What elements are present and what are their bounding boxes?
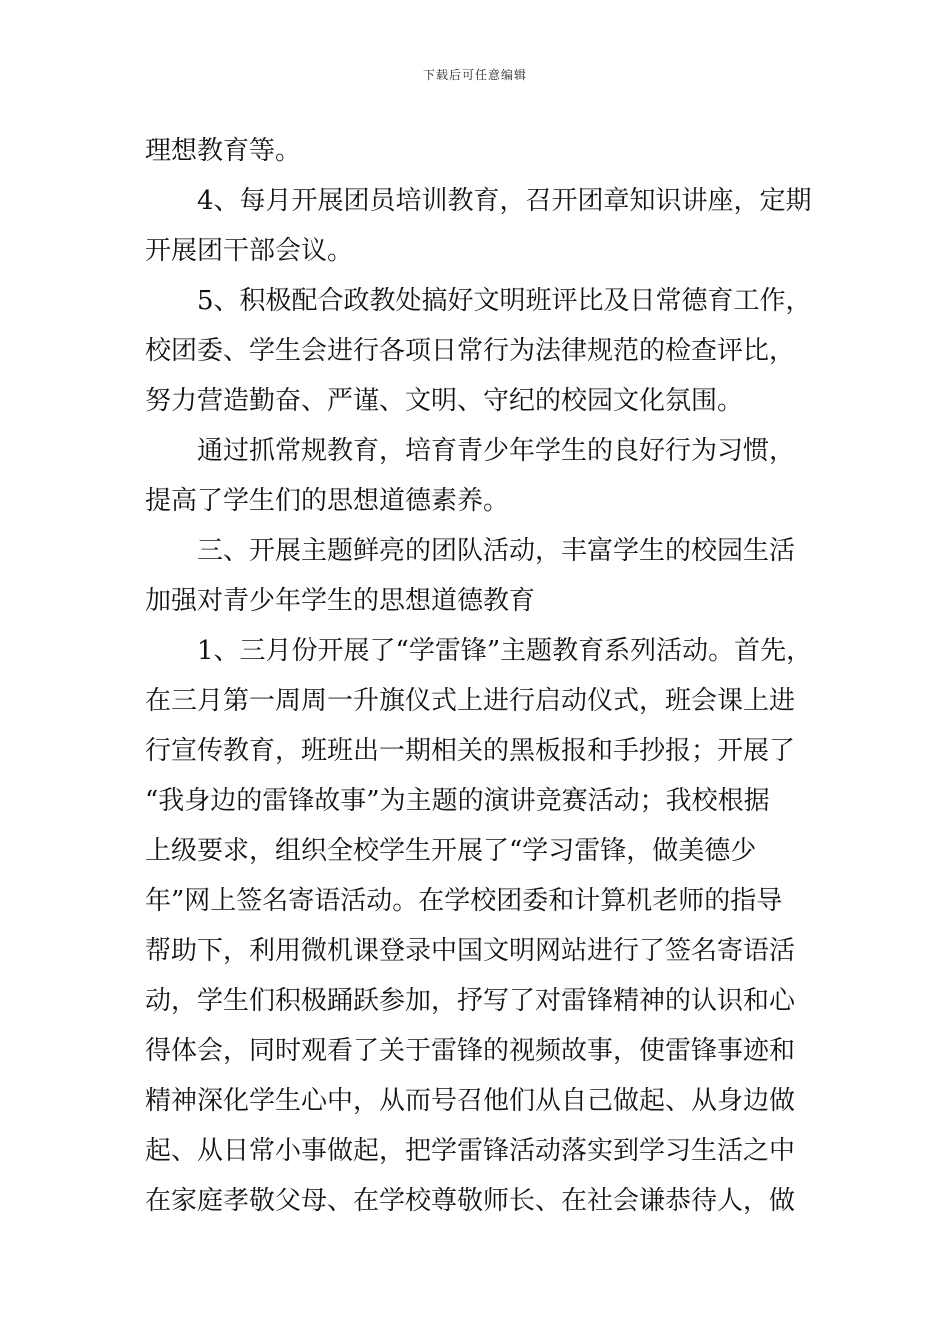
text-line: 在三月第一周周一升旗仪式上进行启动仪式，班会课上进 (145, 686, 796, 716)
page-header: 下载后可任意编辑 (422, 68, 527, 82)
text-line: 校团委、学生会进行各项日常行为法律规范的检查评比， (145, 336, 796, 366)
text-line: 加强对青少年学生的思想道德教育 (145, 586, 536, 616)
text-line: 动，学生们积极踊跃参加，抒写了对雷锋精神的认识和心 (145, 986, 796, 1016)
text-line: 4、每月开展团员培训教育，召开团章知识讲座，定期 (197, 186, 812, 216)
text-line: 理想教育等。 (145, 136, 302, 166)
text-line: 上级要求，组织全校学生开展了“学习雷锋，做美德少 (145, 836, 757, 866)
text-line: 精神深化学生心中，从而号召他们从自己做起、从身边做 (145, 1086, 796, 1116)
text-line: 三、开展主题鲜亮的团队活动，丰富学生的校园生活 (197, 536, 796, 566)
text-line: “我身边的雷锋故事”为主题的演讲竞赛活动；我校根据 (145, 786, 770, 816)
text-line: 行宣传教育，班班出一期相关的黑板报和手抄报；开展了 (145, 736, 796, 766)
text-line: 开展团干部会议。 (145, 236, 354, 266)
text-line: 提高了学生们的思想道德素养。 (145, 486, 510, 516)
document-body (145, 126, 815, 1226)
text-line: 1、三月份开展了“学雷锋”主题教育系列活动。首先， (197, 636, 813, 666)
text-line: 帮助下，利用微机课登录中国文明网站进行了签名寄语活 (145, 936, 796, 966)
text-line: 起、从日常小事做起，把学雷锋活动落实到学习生活之中 (145, 1136, 796, 1166)
text-line: 年”网上签名寄语活动。在学校团委和计算机老师的指导 (145, 886, 783, 916)
text-line: 5、积极配合政教处搞好文明班评比及日常德育工作， (197, 286, 812, 316)
text-line: 努力营造勤奋、严谨、文明、守纪的校园文化氛围。 (145, 386, 744, 416)
text-line: 通过抓常规教育，培育青少年学生的良好行为习惯， (197, 436, 796, 466)
text-line: 在家庭孝敬父母、在学校尊敬师长、在社会谦恭待人，做 (145, 1186, 796, 1216)
text-line: 得体会，同时观看了关于雷锋的视频故事，使雷锋事迹和 (145, 1036, 796, 1066)
